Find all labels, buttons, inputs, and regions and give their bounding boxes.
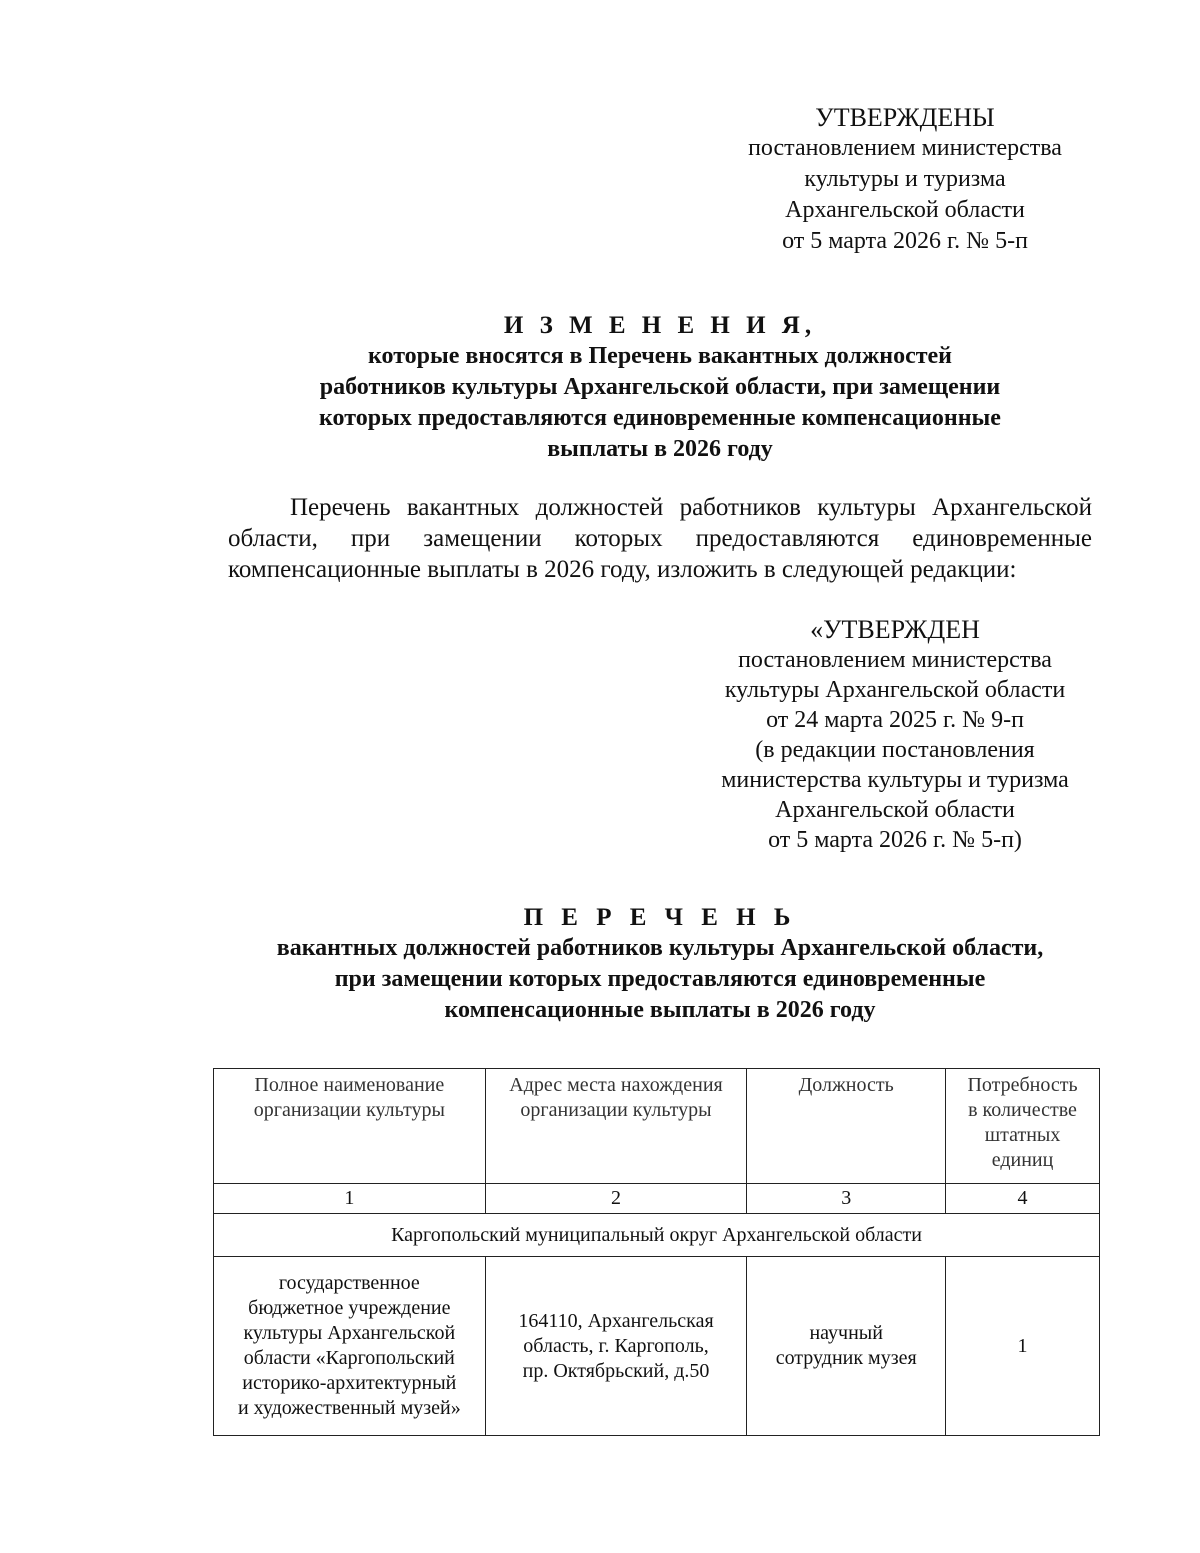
cell-line: сотрудник музея xyxy=(775,1347,917,1369)
header-text: штатных xyxy=(984,1124,1061,1146)
changes-line: работников культуры Архангельской области, при замещении xyxy=(319,374,1001,400)
region-name: Каргопольский муниципальный округ Архангельской области xyxy=(214,1214,1100,1257)
header-text: организации культуры xyxy=(520,1099,712,1121)
changes-line: которых предоставляются единовременные компенсационные xyxy=(319,405,1001,431)
header-text: Адрес места нахождения xyxy=(509,1074,723,1096)
approval-heading: УТВЕРЖДЕНЫ xyxy=(815,103,995,132)
approval-stamp-quoted xyxy=(690,615,1100,855)
cell-line: историко-архитектурный xyxy=(242,1372,457,1394)
approval2-line: культуры Архангельской области xyxy=(724,677,1066,703)
changes-title xyxy=(210,310,1110,465)
count-cell: 1 xyxy=(946,1257,1100,1436)
changes-heading: И З М Е Н Е Н И Я, xyxy=(503,312,817,339)
table-row xyxy=(214,1257,1100,1436)
cell-line: культуры Архангельской xyxy=(243,1322,456,1344)
cell-line: область, г. Каргополь, xyxy=(523,1334,709,1357)
body-paragraph: Перечень вакантных должностей работников культуры Архангельской области, при замещении которых предоставляются единовременные компенсационные выплаты в 2026 году, изложить в следующей редакции: xyxy=(228,494,1092,583)
cell-line: государственное xyxy=(278,1272,420,1294)
header-text: единиц xyxy=(991,1149,1054,1171)
approval2-line: министерства культуры и туризма xyxy=(721,767,1069,793)
approval2-heading: «УТВЕРЖДЕН xyxy=(810,615,980,644)
approval-line: Архангельской области xyxy=(785,197,1025,223)
approval-date: от 5 марта 2026 г. № 5-п xyxy=(782,228,1028,254)
approval2-line: постановлением министерства xyxy=(738,647,1052,673)
header-text: Должность xyxy=(798,1074,894,1096)
header-position xyxy=(747,1069,946,1184)
approval-line: культуры и туризма xyxy=(804,166,1006,192)
column-number: 2 xyxy=(485,1184,747,1214)
column-number: 4 xyxy=(946,1184,1100,1214)
column-number: 3 xyxy=(747,1184,946,1214)
header-text: Потребность xyxy=(967,1074,1078,1096)
cell-line: бюджетное учреждение xyxy=(248,1297,451,1319)
header-text: организации культуры xyxy=(253,1099,445,1121)
header-count xyxy=(946,1069,1100,1184)
cell-line: пр. Октябрьский, д.50 xyxy=(522,1359,710,1382)
region-row xyxy=(214,1214,1100,1257)
header-org-name xyxy=(214,1069,486,1184)
approval-line: постановлением министерства xyxy=(748,135,1062,161)
cell-line: и художественный музей» xyxy=(237,1397,461,1419)
cell-line: научный xyxy=(809,1322,883,1344)
org-name-cell xyxy=(214,1257,486,1436)
header-address xyxy=(485,1069,747,1184)
list-title-line: компенсационные выплаты в 2026 году xyxy=(444,997,876,1023)
approval2-line: от 5 марта 2026 г. № 5-п) xyxy=(768,827,1022,853)
changes-line: которые вносятся в Перечень вакантных должностей xyxy=(368,343,952,369)
column-number-row xyxy=(214,1184,1100,1214)
changes-line: выплаты в 2026 году xyxy=(547,436,773,462)
list-title-line: при замещении которых предоставляются единовременные xyxy=(334,966,986,992)
approval2-line: Архангельской области xyxy=(775,797,1015,823)
approval2-line: (в редакции постановления xyxy=(755,737,1035,763)
column-number: 1 xyxy=(214,1184,486,1214)
address-cell xyxy=(485,1257,747,1436)
list-title xyxy=(210,902,1110,1026)
list-title-line: вакантных должностей работников культуры Архангельской области, xyxy=(276,935,1044,961)
approval-stamp xyxy=(710,102,1100,257)
header-text: Полное наименование xyxy=(254,1074,445,1096)
cell-line: области «Каргопольский xyxy=(243,1347,455,1369)
header-text: в количестве xyxy=(968,1099,1077,1121)
approval2-line: от 24 марта 2025 г. № 9-п xyxy=(766,707,1024,733)
vacancy-table xyxy=(213,1068,1100,1436)
list-heading: П Е Р Е Ч Е Н Ь xyxy=(523,904,797,931)
cell-line: 164110, Архангельская xyxy=(518,1309,714,1332)
table-header-row xyxy=(214,1069,1100,1184)
position-cell xyxy=(747,1257,946,1436)
